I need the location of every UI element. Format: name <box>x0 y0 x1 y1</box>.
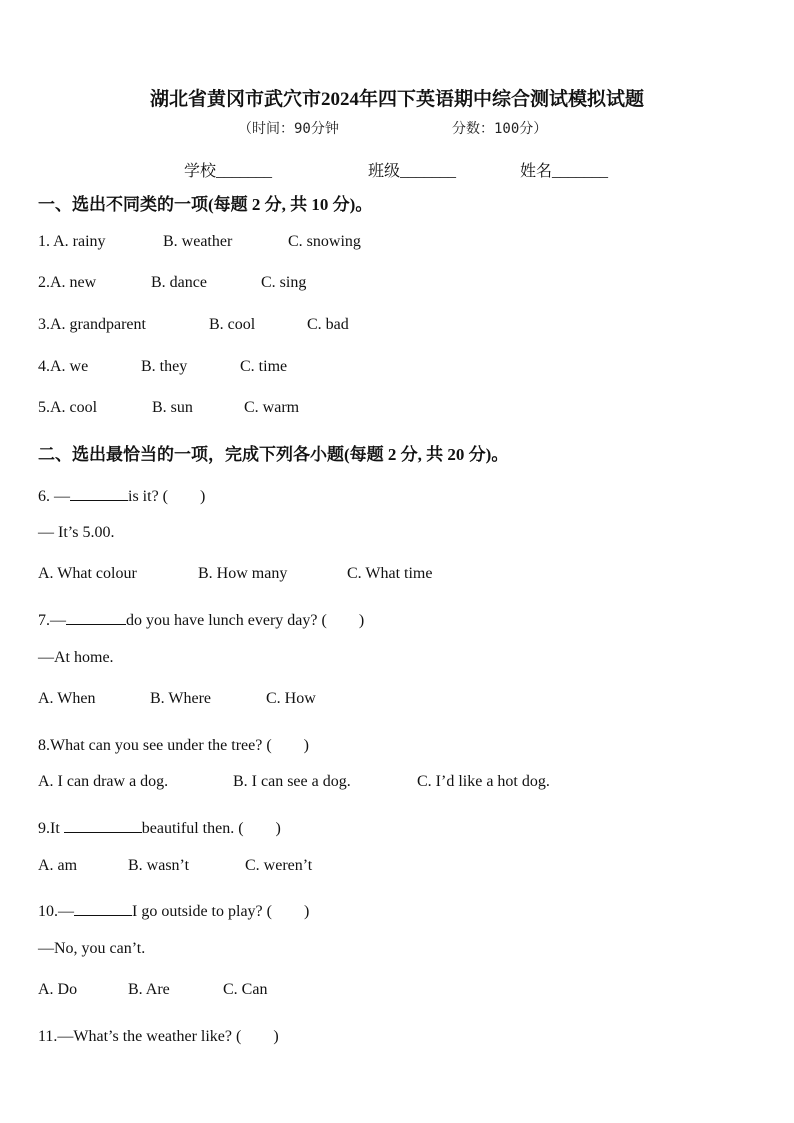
q6-suffix: is it? ( ) <box>128 488 206 505</box>
section2-heading: 二、选出最恰当的一项，完成下列各小题(每题 2 分, 共 20 分)。 <box>38 445 509 464</box>
q3-option-b: B. cool <box>209 316 256 333</box>
q10-prefix: 10.— <box>38 903 74 920</box>
page-title: 湖北省黄冈市武穴市2024年四下英语期中综合测试模拟试题 <box>149 89 644 110</box>
q1-option-a: 1. A. rainy <box>38 233 106 250</box>
q7-option-c: C. How <box>266 690 316 707</box>
name-field[interactable]: 姓名_______ <box>520 163 609 180</box>
q4-option-b: B. they <box>141 358 188 375</box>
q5-option-b: B. sun <box>152 399 193 416</box>
q7-option-b: B. Where <box>150 690 212 707</box>
q6-answer: — It’s 5.00. <box>38 524 115 541</box>
q7-answer: —At home. <box>38 649 114 666</box>
q7-option-a: A. When <box>38 690 96 707</box>
school-field[interactable]: 学校_______ <box>184 163 273 180</box>
q7-blank[interactable] <box>66 610 126 625</box>
q10-option-c: C. Can <box>223 981 268 998</box>
question-11-stem: 11.—What’s the weather like? ( ) <box>38 1028 279 1045</box>
q6-prefix: 6. — <box>38 488 70 505</box>
q5-option-a: 5.A. cool <box>38 399 98 416</box>
q2-option-a: 2.A. new <box>38 274 97 291</box>
q9-prefix: 9.It <box>38 820 64 837</box>
q10-option-a: A. Do <box>38 981 78 998</box>
question-1 <box>38 233 106 251</box>
q6-option-c: C. What time <box>347 565 433 582</box>
q2-option-b: B. dance <box>151 274 207 291</box>
q9-option-a: A. am <box>38 857 78 874</box>
q6-option-a: A. What colour <box>38 565 137 582</box>
question-8-stem: 8.What can you see under the tree? ( ) <box>38 737 309 754</box>
q7-suffix: do you have lunch every day? ( ) <box>126 612 365 629</box>
question-9-stem <box>38 815 281 838</box>
q4-option-c: C. time <box>240 358 288 375</box>
question-6-stem <box>38 483 205 506</box>
q9-option-b: B. wasn’t <box>128 857 190 874</box>
q9-suffix: beautiful then. ( ) <box>141 820 281 837</box>
question-3 <box>38 316 146 334</box>
q6-option-b: B. How many <box>198 565 288 582</box>
question-4 <box>38 358 88 376</box>
q1-option-c: C. snowing <box>288 233 361 250</box>
q4-option-a: 4.A. we <box>38 358 89 375</box>
q9-blank[interactable] <box>64 818 142 833</box>
q8-option-b: B. I can see a dog. <box>233 773 351 790</box>
q2-option-c: C. sing <box>261 274 307 291</box>
q9-option-c: C. weren’t <box>245 857 313 874</box>
q6-blank[interactable] <box>70 486 128 501</box>
section1-heading: 一、选出不同类的一项(每题 2 分, 共 10 分)。 <box>38 195 373 214</box>
q3-option-a: 3.A. grandparent <box>38 316 146 333</box>
q8-option-c: C. I’d like a hot dog. <box>417 773 550 790</box>
q10-blank[interactable] <box>74 901 132 916</box>
q5-option-c: C. warm <box>244 399 300 416</box>
q1-option-b: B. weather <box>163 233 233 250</box>
q10-option-b: B. Are <box>128 981 170 998</box>
question-5 <box>38 399 97 417</box>
question-2 <box>38 274 96 292</box>
class-field[interactable]: 班级_______ <box>368 163 457 180</box>
question-10-stem <box>38 898 309 921</box>
q3-option-c: C. bad <box>307 316 349 333</box>
q7-prefix: 7.— <box>38 612 66 629</box>
exam-score: 分数：100分） <box>452 121 548 137</box>
exam-time: （时间：90分钟 <box>238 121 339 137</box>
q10-suffix: I go outside to play? ( ) <box>132 903 310 920</box>
q8-option-a: A. I can draw a dog. <box>38 773 169 790</box>
question-7-stem <box>38 607 364 630</box>
q10-answer: —No, you can’t. <box>38 940 146 957</box>
